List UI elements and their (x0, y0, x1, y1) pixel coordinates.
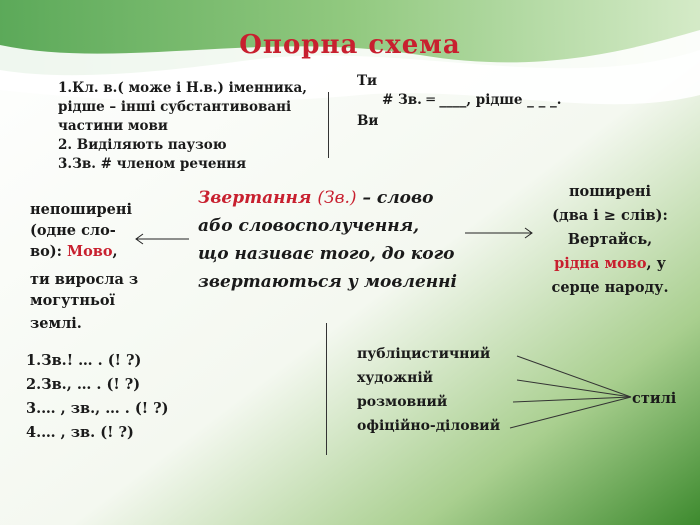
formula-ty: Ти (357, 73, 378, 89)
right-type-line: (два і ≥ слів): (552, 207, 668, 224)
right-type-line: Вертайсь, (567, 231, 653, 248)
left-type-example: Мово (67, 243, 113, 260)
definition-rest: – слово (356, 188, 434, 208)
pattern-line: 3.… , зв., … . (! ?) (26, 400, 169, 417)
left-type-line: непоширені (30, 201, 132, 218)
rule-line: 2. Виділяють паузою (58, 137, 227, 153)
definition-line-1 (198, 188, 434, 208)
right-type-line: поширені (568, 183, 652, 200)
right-type-suffix: , у (646, 255, 666, 272)
definition-term: Звертання (198, 188, 312, 208)
bottom-divider (326, 323, 327, 455)
left-type-line: землі. (30, 315, 82, 332)
style-item: розмовний (357, 394, 448, 410)
formula-vy: Ви (357, 113, 379, 129)
definition-abbr: (Зв.) (317, 188, 357, 208)
slide-title: Опорна схема (239, 30, 461, 60)
left-type-suffix: , (112, 243, 118, 260)
rule-line: 1.Кл. в.( може і Н.в.) іменника, (58, 80, 307, 96)
style-item: офіційно-діловий (357, 418, 501, 434)
definition-line-4: звертаються у мовленні (198, 272, 458, 292)
style-item: художній (357, 370, 434, 386)
right-arrow (465, 226, 535, 240)
definition-line-3: що називає того, до кого (198, 244, 455, 264)
style-item: публіцистичний (357, 346, 491, 362)
rule-line: рідше – інші субстантивовані (58, 99, 292, 115)
formula-main: # Зв. ═ ____, рідше _ _ _. (382, 92, 562, 108)
pattern-line: 2.Зв., … . (! ?) (26, 376, 141, 393)
pattern-line: 1.Зв.! … . (! ?) (26, 352, 142, 369)
pattern-line: 4.… , зв. (! ?) (26, 424, 134, 441)
styles-label: стилі (632, 390, 677, 407)
left-type-line (30, 243, 118, 260)
rule-line: частини мови (58, 118, 168, 134)
right-type-example: рідна мово (554, 255, 647, 272)
styles-connector (505, 350, 635, 440)
right-type-line (530, 255, 690, 272)
left-type-line: ти виросла з (30, 271, 139, 288)
left-type-line: могутньої (30, 292, 116, 309)
definition-line-2: або словосполучення, (198, 216, 420, 236)
rule-line: 3.Зв. # членом речення (58, 156, 247, 172)
top-divider (328, 92, 329, 158)
left-arrow (134, 232, 190, 246)
left-type-prefix: во): (30, 243, 68, 260)
left-type-line: (одне сло- (30, 222, 116, 239)
right-type-line: серце народу. (551, 279, 669, 296)
